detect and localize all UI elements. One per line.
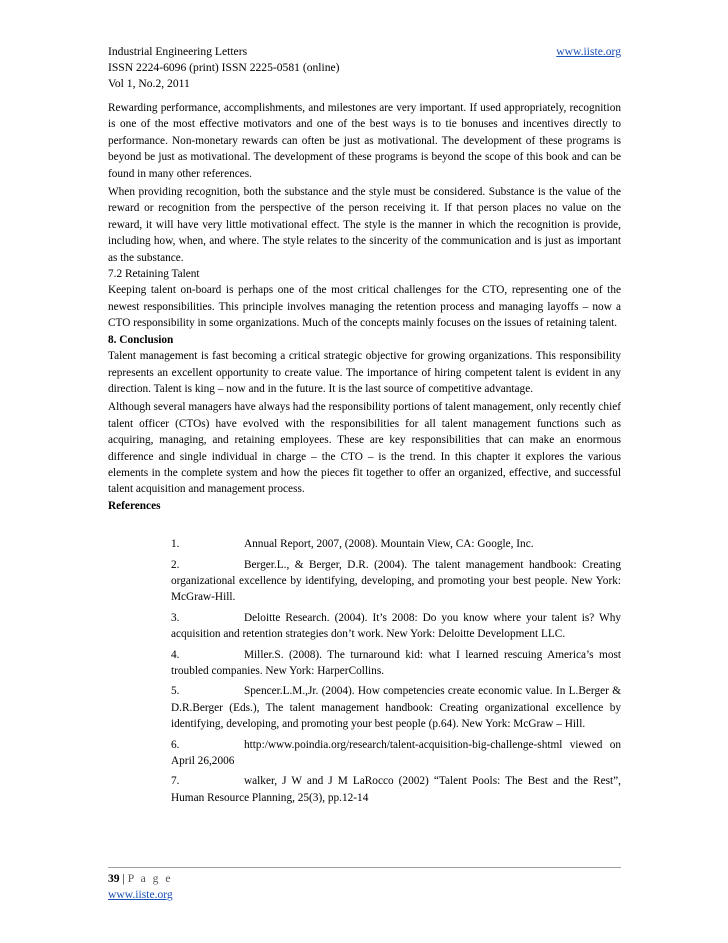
reference-item: 6. http:/www.poindia.org/research/talent-acquisition-big-challenge-shtml viewed on April 26,2006 [171,738,621,768]
page-footer [108,871,173,903]
journal-website-link[interactable]: www.iiste.org [556,45,621,58]
section-heading-conclusion: 8. Conclusion [108,333,174,346]
section-heading-retaining-talent: 7.2 Retaining Talent [108,268,200,281]
paragraph-conclusion-1: Talent management is fast becoming a critical strategic objective for growing organizations. This responsibility represents an excellent opportunity to create value. The importance of hiring competent talent is evident in any direction. Talent is king – now and in the future. It is the last source of competitive advantage. [108,350,621,395]
reference-item: 4. Miller.S. (2008). The turnaround kid: what I learned rescuing America’s most troubled companies. New York: HarperCollins. [171,648,621,677]
journal-volume: Vol 1, No.2, 2011 [108,77,190,90]
paragraph-rewarding: Rewarding performance, accomplishments, and milestones are very important. If used appropriately, recognition is one of the most effective motivators and one of the best ways is to tie bonuses and incentives directly to performance. Non-monetary rewards can often be just as motivational. The development of these programs is beyond be just as motivational. The development of these programs is beyond the scope of this book and can be found in many other references. [108,102,621,180]
reference-item: 7. walker, J W and J M LaRocco (2002) “Talent Pools: The Best and the Rest”, Human Resource Planning, 25(3), pp.12-14 [171,775,621,804]
journal-header [108,44,621,92]
page-separator: | [119,872,128,885]
reference-item: 1. Annual Report, 2007, (2008). Mountain View, CA: Google, Inc. [171,538,534,551]
references-list [171,536,621,806]
reference-item: 2. Berger.L., & Berger, D.R. (2004). The talent management handbook: Creating organizational excellence by identifying, developing, and promoting your best people. New York: McGraw-Hill. [171,558,621,604]
footer-website-link[interactable]: www.iiste.org [108,888,173,901]
page-number: 39 [108,872,120,885]
footer-divider [108,867,621,868]
reference-item: 5. Spencer.L.M.,Jr. (2004). How competencies create economic value. In L.Berger & D.R.Berger (Eds.), The talent management handbook: Creating organizational excellence by identifying, developing, and promoting your best people (p.64). New York: McGraw – Hill. [171,685,621,731]
references-heading: References [108,499,161,512]
reference-item: 3. Deloitte Research. (2004). It’s 2008: Do you know where your talent is? Why acquisition and retention strategies don’t work. New York: Deloitte Development LLC. [171,611,621,641]
paragraph-conclusion-2: Although several managers have always had the responsibility portions of talent management, only recently chief talent officer (CTOs) have evolved with the responsibilities for all talent management functions such as acquiring, managing, and retaining employees. These are key responsibilities that can make an enormous difference and single individual in charge – the CTO – is the trend. In this chapter it explores the various elements in the complete system and how the pieces fit together to offer an organized, effective, and successful talent acquisition and management process. [108,401,621,496]
paragraph-retaining-talent: Keeping talent on-board is perhaps one of the most critical challenges for the CTO, representing one of the newest responsibilities. This principle involves managing the retention process and managing layoffs – now a CTO responsibility in some organizations. Much of the concepts mainly focuses on the issues of retaining talent. [108,284,621,330]
paper-page [108,0,621,943]
page-label: P a g e [127,872,173,885]
paragraph-recognition: When providing recognition, both the substance and the style must be considered. Substance is the value of the reward or recognition from the perspective of the person receiving it. If that person places no value on the reward, it will have very little motivational effect. The style is the manner in which the recognition is provide, including how, when, and where. The style relates to the sincerity of the communication and is just as important as the substance. [108,186,621,264]
journal-issn: ISSN 2224-6096 (print) ISSN 2225-0581 (online) [108,61,340,74]
journal-title: Industrial Engineering Letters [108,45,248,58]
article-body [108,100,621,810]
